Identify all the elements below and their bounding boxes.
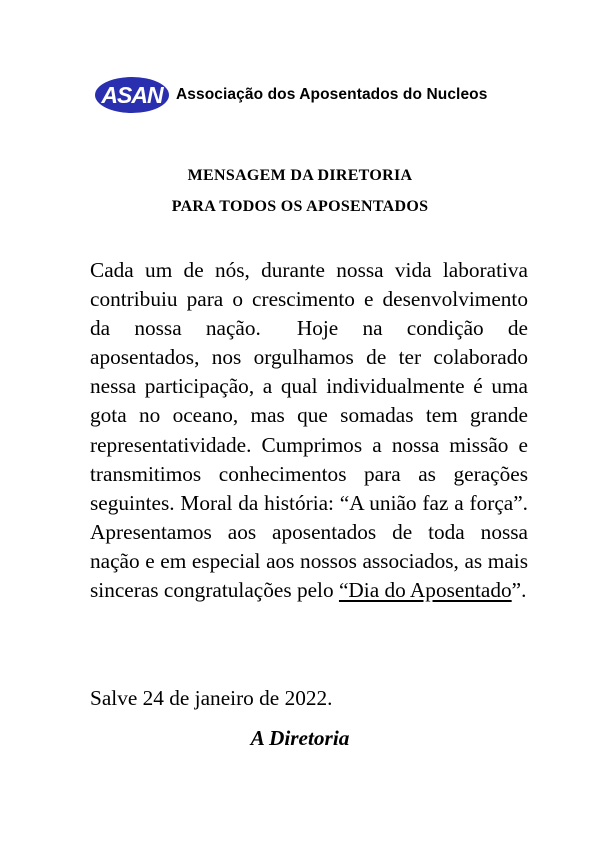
message-body	[90, 256, 528, 605]
date-line: Salve 24 de janeiro de 2022.	[90, 686, 333, 710]
signature: A Diretoria	[250, 726, 350, 750]
day-name: “Dia do Aposentado	[338, 578, 512, 603]
message-closing: ”.	[511, 578, 527, 603]
message-part-2: Hoje na condição de aposentados, nos orgulhamos de ter colaborado nessa participação, a qual individualmente é uma gota no oceano, mas que somadas tem grande representatividade. Cumprimos a nossa missão e transmitimos conhecimentos para as gerações seguintes. Moral da história: “A união faz a força”. Apresentamos aos aposentados de toda nossa nação e em especial aos nossos associados, as mais sinceras congratulações pelo	[90, 316, 528, 603]
letterhead	[94, 76, 487, 114]
message-part-1: Cada um de nós, durante nossa vida laborativa contribuiu para o crescimento e desenvolvimento da nossa nação.	[90, 258, 528, 341]
logo-text: ASAN	[101, 82, 163, 108]
org-name: Associação dos Aposentados do Nucleos	[176, 86, 488, 103]
asan-logo	[94, 76, 170, 114]
title-line-2: PARA TODOS OS APOSENTADOS	[171, 198, 429, 215]
title-line-1: MENSAGEM DA DIRETORIA	[187, 167, 413, 184]
message-title	[0, 160, 600, 222]
